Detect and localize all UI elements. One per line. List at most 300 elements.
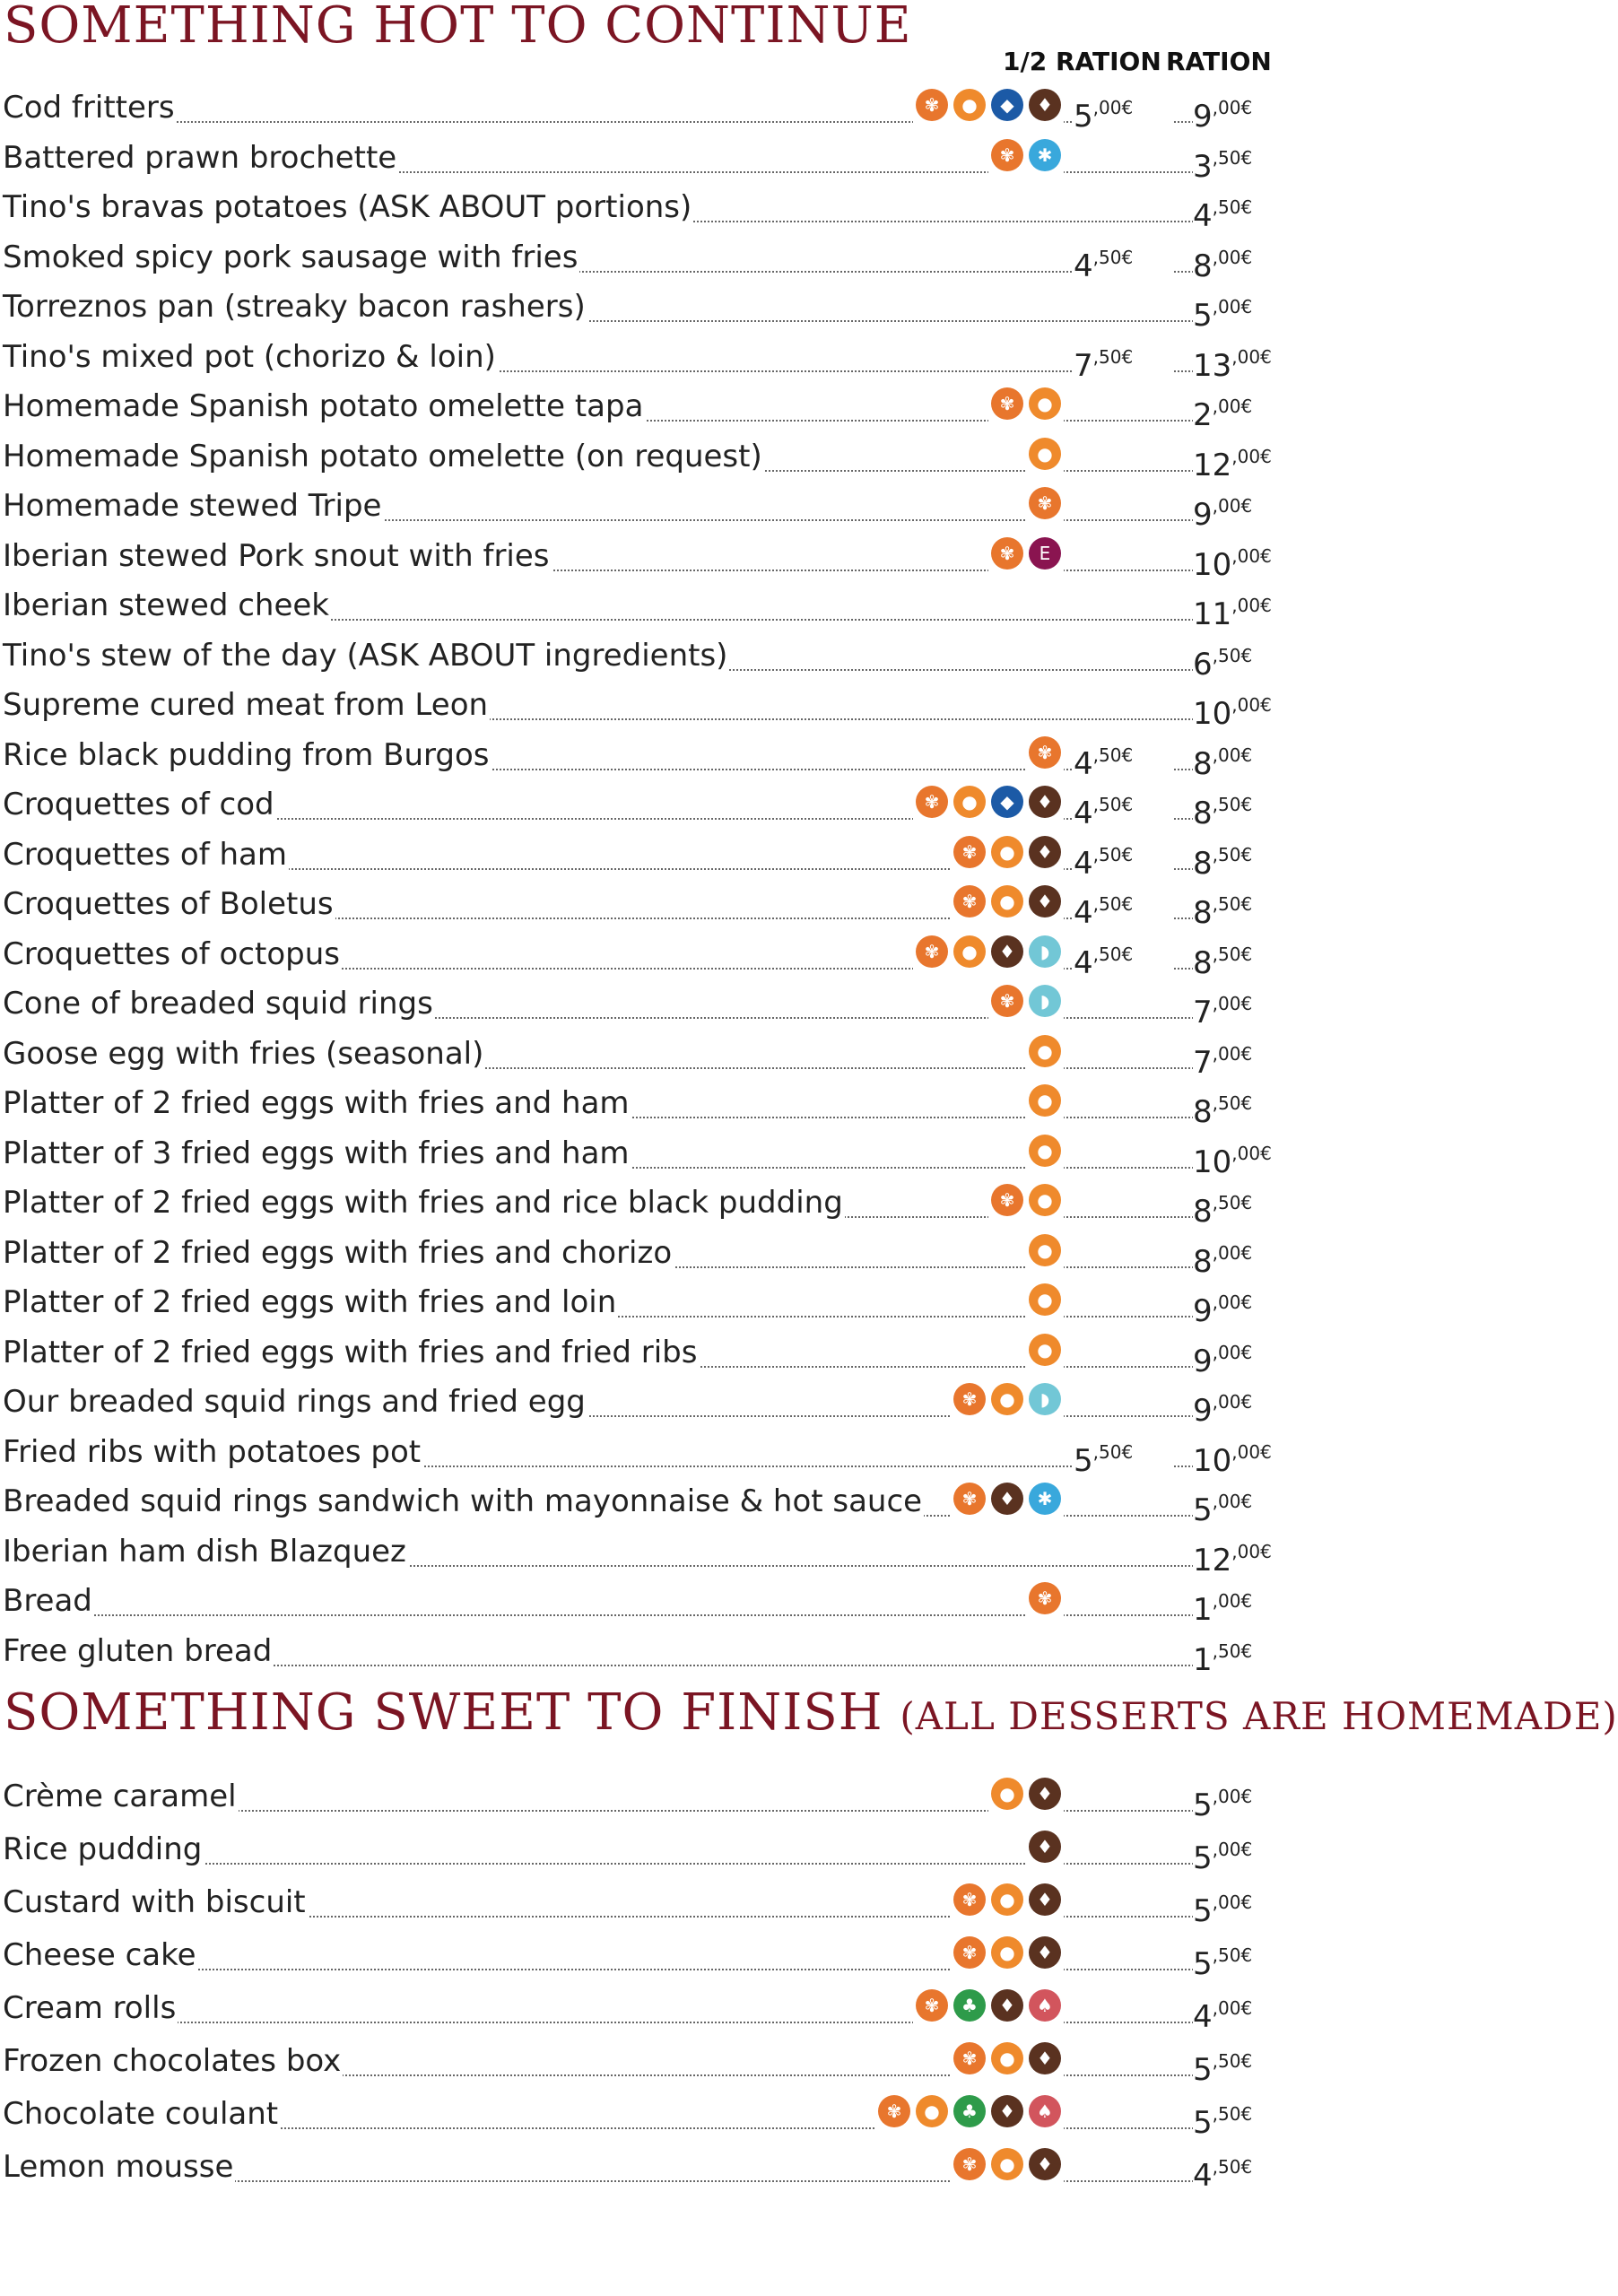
price-cents: ,00€ (1212, 1292, 1253, 1313)
dish-name: Chocolate coulant (3, 2096, 279, 2132)
allergen-icons (875, 2095, 1064, 2131)
ration-price (1193, 935, 1292, 988)
menu-item (0, 682, 1326, 730)
allergen-icons (988, 985, 1064, 1021)
ration-price (1193, 1432, 1292, 1486)
dish-name: Croquettes of cod (3, 787, 274, 822)
menu-item (0, 483, 1326, 531)
dish-name: Croquettes of Boletus (3, 886, 334, 922)
allergen-icons (1026, 1831, 1064, 1866)
allergen-icons (951, 885, 1064, 921)
nut-icon: ♠ (1029, 2095, 1061, 2127)
price-euros: 9 (1193, 1393, 1213, 1429)
dish-name: Croquettes of octopus (3, 935, 340, 972)
price-cents: ,00€ (1212, 246, 1253, 268)
nut-icon: ♠ (1029, 1989, 1061, 2022)
menu-item (0, 1429, 1326, 1477)
egg-icon: ● (1029, 1234, 1061, 1266)
dish-name: Cod fritters (3, 90, 175, 126)
ration-price (1193, 2147, 1292, 2201)
ration-price (1193, 1382, 1292, 1436)
menu-item (0, 334, 1326, 382)
price-cents: ,00€ (1212, 1042, 1253, 1065)
allergen-icons (913, 935, 1064, 971)
ration-price (1193, 287, 1292, 341)
menu-item (0, 533, 1326, 581)
dish-name: Goose egg with fries (seasonal) (3, 1035, 484, 1072)
ration-price (1193, 1134, 1292, 1187)
wheat-icon: ✾ (1029, 736, 1061, 769)
price-cents: ,00€ (1212, 1391, 1253, 1413)
half-ration-price (1074, 1432, 1172, 1486)
menu-item (0, 2144, 1326, 2192)
dish-name: Torreznos pan (streaky bacon rashers) (3, 289, 586, 325)
dish-name: Breaded squid rings sandwich with mayonnaise & hot sauce (3, 1483, 923, 1519)
price-cents: ,00€ (1231, 694, 1272, 716)
dish-name: Cheese cake (3, 1937, 196, 1973)
egg-icon: ● (1029, 1135, 1061, 1167)
dot-leader (9, 1969, 1272, 1970)
menu-item (0, 831, 1326, 880)
menu-item (0, 1578, 1326, 1626)
menu-item (0, 1130, 1326, 1178)
price-cents: ,50€ (1212, 196, 1253, 218)
price-euros: 5 (1193, 1840, 1213, 1876)
egg-icon: ● (1029, 1283, 1061, 1316)
allergen-icons (1026, 1135, 1064, 1170)
ration-price (1193, 735, 1292, 789)
section-title-sweet (4, 1683, 1618, 1742)
allergen-icons (1026, 487, 1064, 523)
menu-item (0, 234, 1326, 283)
dish-name: Platter of 2 fried eggs with fries and loin (3, 1284, 617, 1320)
price-euros: 4 (1074, 845, 1093, 882)
menu-item (0, 1528, 1326, 1577)
half-ration-price (1074, 835, 1172, 889)
dish-name: Tino's mixed pot (chorizo & loin) (3, 338, 496, 375)
menu-item (0, 1628, 1326, 1676)
price-euros: 4 (1193, 1999, 1213, 2035)
dish-name: Tino's stew of the day (ASK ABOUT ingredients) (3, 637, 728, 674)
allergen-icons (1026, 1582, 1064, 1618)
wheat-icon: ✾ (916, 1989, 948, 2022)
price-cents: ,50€ (1092, 345, 1134, 368)
milk-jug-icon: ♦ (1029, 1883, 1061, 1916)
ration-price (1193, 586, 1292, 639)
price-euros: 10 (1193, 546, 1232, 583)
menu-item (0, 632, 1326, 681)
egg-icon: ● (1029, 1084, 1061, 1117)
dish-name: Cone of breaded squid rings (3, 986, 433, 1022)
price-euros: 1 (1193, 1641, 1213, 1678)
milk-jug-icon: ♦ (1029, 1936, 1061, 1969)
egg-icon: ● (991, 1883, 1023, 1916)
dish-name: Rice pudding (3, 1831, 203, 1867)
price-euros: 4 (1074, 895, 1093, 931)
menu-item (0, 2091, 1326, 2139)
ration-price (1193, 685, 1292, 739)
wheat-icon: ✾ (953, 1483, 986, 1515)
ration-price (1193, 138, 1292, 192)
price-euros: 5 (1074, 1442, 1093, 1479)
price-euros: 8 (1193, 845, 1213, 882)
price-euros: 5 (1193, 1946, 1213, 1982)
egg-icon: ● (991, 885, 1023, 918)
price-euros: 4 (1193, 198, 1213, 234)
menu-item (0, 1378, 1326, 1427)
ration-price (1193, 835, 1292, 889)
ration-price (1193, 1988, 1292, 2042)
ration-price (1193, 486, 1292, 540)
wheat-icon: ✾ (991, 537, 1023, 570)
wheat-icon: ✾ (878, 2095, 910, 2127)
egg-icon: ● (991, 2148, 1023, 2180)
allergen-icons (1026, 736, 1064, 772)
wheat-icon: ✾ (953, 885, 986, 918)
price-cents: ,00€ (1231, 1440, 1272, 1463)
wheat-icon: ✾ (991, 387, 1023, 420)
dish-name: Fried ribs with potatoes pot (3, 1433, 422, 1470)
dish-name: Free gluten bread (3, 1632, 273, 1669)
allergen-icons (1026, 1334, 1064, 1370)
price-cents: ,50€ (1212, 2050, 1253, 2072)
price-euros: 5 (1193, 298, 1213, 334)
menu-item (0, 433, 1326, 482)
fish-icon: ◆ (991, 89, 1023, 121)
allergen-icons (951, 1483, 1064, 1518)
price-euros: 1 (1193, 1592, 1213, 1628)
dish-name: Our breaded squid rings and fried egg (3, 1384, 586, 1420)
wheat-icon: ✾ (953, 1383, 986, 1415)
dish-name: Platter of 2 fried eggs with fries and fried ribs (3, 1334, 698, 1370)
egg-icon: ● (953, 786, 986, 818)
price-cents: ,50€ (1212, 794, 1253, 815)
ration-price (1193, 1631, 1292, 1685)
price-cents: ,50€ (1212, 893, 1253, 915)
wheat-icon: ✾ (916, 89, 948, 121)
allergen-icons (1026, 1035, 1064, 1071)
menu-item (0, 1230, 1326, 1278)
half-ration-price (1074, 884, 1172, 938)
ration-price (1193, 1333, 1292, 1387)
price-cents: ,50€ (1092, 744, 1134, 766)
egg-icon: ● (916, 2095, 948, 2127)
wheat-icon: ✾ (991, 139, 1023, 171)
milk-jug-icon: ♦ (1029, 2148, 1061, 2180)
price-cents: ,00€ (1212, 296, 1253, 317)
price-cents: ,00€ (1231, 1142, 1272, 1164)
ration-price (1193, 88, 1292, 142)
wheat-icon: ✾ (953, 1936, 986, 1969)
price-cents: ,00€ (1231, 595, 1272, 616)
allergen-icons (951, 1936, 1064, 1972)
allergen-icons (913, 786, 1064, 822)
wheat-icon: ✾ (953, 836, 986, 868)
crab-icon: ✱ (1029, 1483, 1061, 1515)
price-euros: 8 (1193, 745, 1213, 782)
price-cents: ,50€ (1092, 246, 1134, 268)
milk-jug-icon: ♦ (991, 1989, 1023, 2022)
half-ration-price (1074, 238, 1172, 291)
ration-price (1193, 2041, 1292, 2095)
egg-icon: ● (1029, 438, 1061, 470)
ration-price (1193, 238, 1292, 291)
dish-name: Custard with biscuit (3, 1884, 306, 1920)
ration-price (1193, 2094, 1292, 2148)
price-cents: ,50€ (1212, 2103, 1253, 2125)
price-euros: 3 (1193, 148, 1213, 185)
price-cents: ,00€ (1212, 744, 1253, 766)
dish-name: Homemade Spanish potato omelette tapa (3, 388, 644, 424)
price-cents: ,50€ (1212, 1639, 1253, 1662)
price-euros: 9 (1193, 1343, 1213, 1379)
price-euros: 5 (1193, 2105, 1213, 2141)
milk-jug-icon: ♦ (991, 2095, 1023, 2127)
price-euros: 9 (1193, 1293, 1213, 1329)
dot-leader (9, 2022, 1272, 2023)
wheat-icon: ✾ (991, 1184, 1023, 1216)
ration-price (1193, 1283, 1292, 1336)
price-euros: 4 (1074, 248, 1093, 284)
price-cents: ,50€ (1212, 2156, 1253, 2178)
price-cents: ,00€ (1092, 97, 1134, 118)
price-cents: ,00€ (1212, 396, 1253, 417)
dish-name: Iberian stewed cheek (3, 587, 329, 623)
dish-name: Battered prawn brochette (3, 139, 397, 176)
half-ration-price (1074, 735, 1172, 789)
dish-name: Smoked spicy pork sausage with fries (3, 239, 578, 275)
price-euros: 8 (1193, 1194, 1213, 1230)
dot-leader (9, 1614, 1272, 1616)
dish-name: Platter of 2 fried eggs with fries and chorizo (3, 1234, 673, 1271)
price-cents: ,50€ (1092, 1440, 1134, 1463)
half-ration-price (1074, 337, 1172, 391)
ration-price (1193, 884, 1292, 938)
dish-name: Cream rolls (3, 1990, 177, 2026)
dish-name: Homemade Spanish potato omelette (on request) (3, 438, 762, 474)
price-euros: 5 (1074, 99, 1093, 135)
price-euros: 12 (1193, 447, 1232, 483)
price-cents: ,50€ (1212, 1092, 1253, 1114)
wheat-icon: ✾ (1029, 487, 1061, 519)
price-euros: 5 (1193, 2052, 1213, 2088)
ration-price (1193, 1581, 1292, 1635)
price-euros: 6 (1193, 646, 1213, 683)
dish-name: Croquettes of ham (3, 836, 288, 873)
price-euros: 8 (1193, 895, 1213, 931)
price-euros: 12 (1193, 1542, 1232, 1578)
egg-icon: ● (1029, 387, 1061, 420)
allergen-icons (988, 537, 1064, 573)
price-cents: ,00€ (1212, 993, 1253, 1014)
menu-item (0, 881, 1326, 929)
ration-price (1193, 636, 1292, 690)
price-cents: ,00€ (1212, 1997, 1253, 2019)
allergen-icons (951, 1883, 1064, 1919)
price-euros: 10 (1193, 1144, 1232, 1180)
milk-jug-icon: ♦ (1029, 786, 1061, 818)
price-cents: ,00€ (1212, 1241, 1253, 1264)
shell-icon: ◗ (1029, 985, 1061, 1017)
price-cents: ,50€ (1212, 843, 1253, 865)
price-cents: ,50€ (1092, 794, 1134, 815)
ration-price (1193, 1830, 1292, 1883)
shell-icon: ◗ (1029, 935, 1061, 968)
price-euros: 7 (1193, 1044, 1213, 1081)
wheat-icon: ✾ (953, 2148, 986, 2180)
milk-jug-icon: ♦ (1029, 1831, 1061, 1863)
menu-item (0, 1179, 1326, 1228)
allergen-icons (951, 1383, 1064, 1419)
price-cents: ,00€ (1231, 445, 1272, 467)
crab-icon: ✱ (1029, 139, 1061, 171)
dish-name: Rice black pudding from Burgos (3, 736, 490, 773)
price-cents: ,50€ (1212, 943, 1253, 965)
price-euros: 11 (1193, 596, 1232, 632)
price-euros: 7 (1074, 347, 1093, 384)
menu-item (0, 1031, 1326, 1079)
price-cents: ,00€ (1231, 345, 1272, 368)
allergen-icons (951, 2148, 1064, 2184)
menu-item (0, 1080, 1326, 1128)
ration-price (1193, 1233, 1292, 1287)
menu-item (0, 1329, 1326, 1378)
price-euros: 4 (1074, 745, 1093, 782)
milk-jug-icon: ♦ (1029, 2042, 1061, 2074)
egg-icon: ● (1029, 1334, 1061, 1366)
ration-price (1193, 437, 1292, 491)
egg-icon: ● (1029, 1184, 1061, 1216)
price-cents: ,00€ (1212, 1786, 1253, 1807)
soy-icon: ♣ (953, 2095, 986, 2127)
ration-price (1193, 1183, 1292, 1237)
price-euros: 10 (1193, 696, 1232, 732)
ration-price (1193, 984, 1292, 1038)
menu-item (0, 1879, 1326, 1927)
allergen-icons (988, 139, 1064, 175)
milk-jug-icon: ♦ (991, 1483, 1023, 1515)
dish-name: Iberian ham dish Blazquez (3, 1533, 406, 1570)
half-ration-price (1074, 935, 1172, 988)
dish-name: Frozen chocolates box (3, 2043, 342, 2079)
ration-price (1193, 187, 1292, 241)
allergen-icons (913, 1989, 1064, 2025)
egg-icon: ● (991, 1778, 1023, 1810)
wheat-icon: ✾ (916, 786, 948, 818)
menu-item (0, 1932, 1326, 1980)
ration-price (1193, 387, 1292, 440)
allergen-icons (988, 387, 1064, 423)
half-ration-price (1074, 88, 1172, 142)
price-cents: ,50€ (1092, 943, 1134, 965)
price-cents: ,50€ (1212, 146, 1253, 169)
price-cents: ,50€ (1212, 1192, 1253, 1213)
egg-icon: ● (991, 1936, 1023, 1969)
dish-name: Iberian stewed Pork snout with fries (3, 537, 550, 574)
milk-jug-icon: ♦ (1029, 885, 1061, 918)
egg-icon: ● (991, 836, 1023, 868)
price-euros: 8 (1193, 1243, 1213, 1280)
ration-price (1193, 785, 1292, 839)
wheat-icon: ✾ (916, 935, 948, 968)
ration-price (1193, 536, 1292, 590)
price-euros: 8 (1193, 1094, 1213, 1130)
ration-price (1193, 337, 1292, 391)
menu-item (0, 931, 1326, 979)
menu-item (0, 732, 1326, 780)
allergen-icons (913, 89, 1064, 125)
ration-price (1193, 1034, 1292, 1088)
price-euros: 5 (1193, 1787, 1213, 1823)
price-cents: ,00€ (1212, 1590, 1253, 1612)
price-euros: 13 (1193, 347, 1232, 384)
ration-price (1193, 1883, 1292, 1936)
ration-header: RATION (1166, 47, 1272, 76)
dish-name: Supreme cured meat from Leon (3, 687, 489, 723)
menu-item (0, 582, 1326, 631)
price-cents: ,00€ (1231, 1540, 1272, 1562)
dish-name: Crème caramel (3, 1779, 237, 1814)
price-cents: ,00€ (1212, 1341, 1253, 1363)
ration-price (1193, 1482, 1292, 1535)
price-cents: ,50€ (1092, 843, 1134, 865)
price-euros: 4 (1074, 796, 1093, 831)
dish-name: Platter of 3 fried eggs with fries and ham (3, 1135, 630, 1171)
price-euros: 4 (1193, 2158, 1213, 2194)
menu-item (0, 1826, 1326, 1874)
price-euros: 4 (1074, 944, 1093, 981)
price-euros: 8 (1193, 796, 1213, 831)
ration-price (1193, 1083, 1292, 1137)
sweet-title-text: SOMETHING SWEET TO FINISH (4, 1683, 883, 1742)
allergen-icons (1026, 1234, 1064, 1270)
dish-name: Bread (3, 1583, 92, 1619)
milk-jug-icon: ♦ (1029, 89, 1061, 121)
price-cents: ,50€ (1212, 1944, 1253, 1966)
price-euros: 9 (1193, 99, 1213, 135)
dish-name: Platter of 2 fried eggs with fries and rice black pudding (3, 1185, 843, 1221)
milk-jug-icon: ♦ (1029, 836, 1061, 868)
price-cents: ,00€ (1212, 495, 1253, 517)
wheat-icon: ✾ (953, 1883, 986, 1916)
price-euros: 8 (1193, 944, 1213, 981)
soy-icon: ♣ (953, 1989, 986, 2022)
egg-icon: ● (991, 1383, 1023, 1415)
price-cents: ,00€ (1231, 544, 1272, 567)
price-cents: ,00€ (1212, 1839, 1253, 1860)
price-cents: ,50€ (1092, 893, 1134, 915)
allergen-icons (988, 1184, 1064, 1220)
fish-icon: ◆ (991, 786, 1023, 818)
allergen-icons (951, 836, 1064, 872)
menu-item (0, 781, 1326, 830)
wheat-icon: ✾ (953, 2042, 986, 2074)
ration-price (1193, 1532, 1292, 1586)
dish-name: Platter of 2 fried eggs with fries and ham (3, 1085, 630, 1121)
wheat-icon: ✾ (991, 985, 1023, 1017)
allergen-icons (1026, 1084, 1064, 1120)
dish-name: Homemade stewed Tripe (3, 488, 382, 524)
allergen-icons (1026, 438, 1064, 474)
allergen-icons (1026, 1283, 1064, 1319)
dish-name: Lemon mousse (3, 2149, 234, 2185)
menu-item (0, 1985, 1326, 2033)
egg-icon: ● (953, 89, 986, 121)
price-euros: 8 (1193, 248, 1213, 284)
menu-item (0, 184, 1326, 232)
section-title-hot: SOMETHING HOT TO CONTINUE (4, 0, 912, 55)
half-ration-header: 1/2 RATION (1003, 47, 1161, 76)
